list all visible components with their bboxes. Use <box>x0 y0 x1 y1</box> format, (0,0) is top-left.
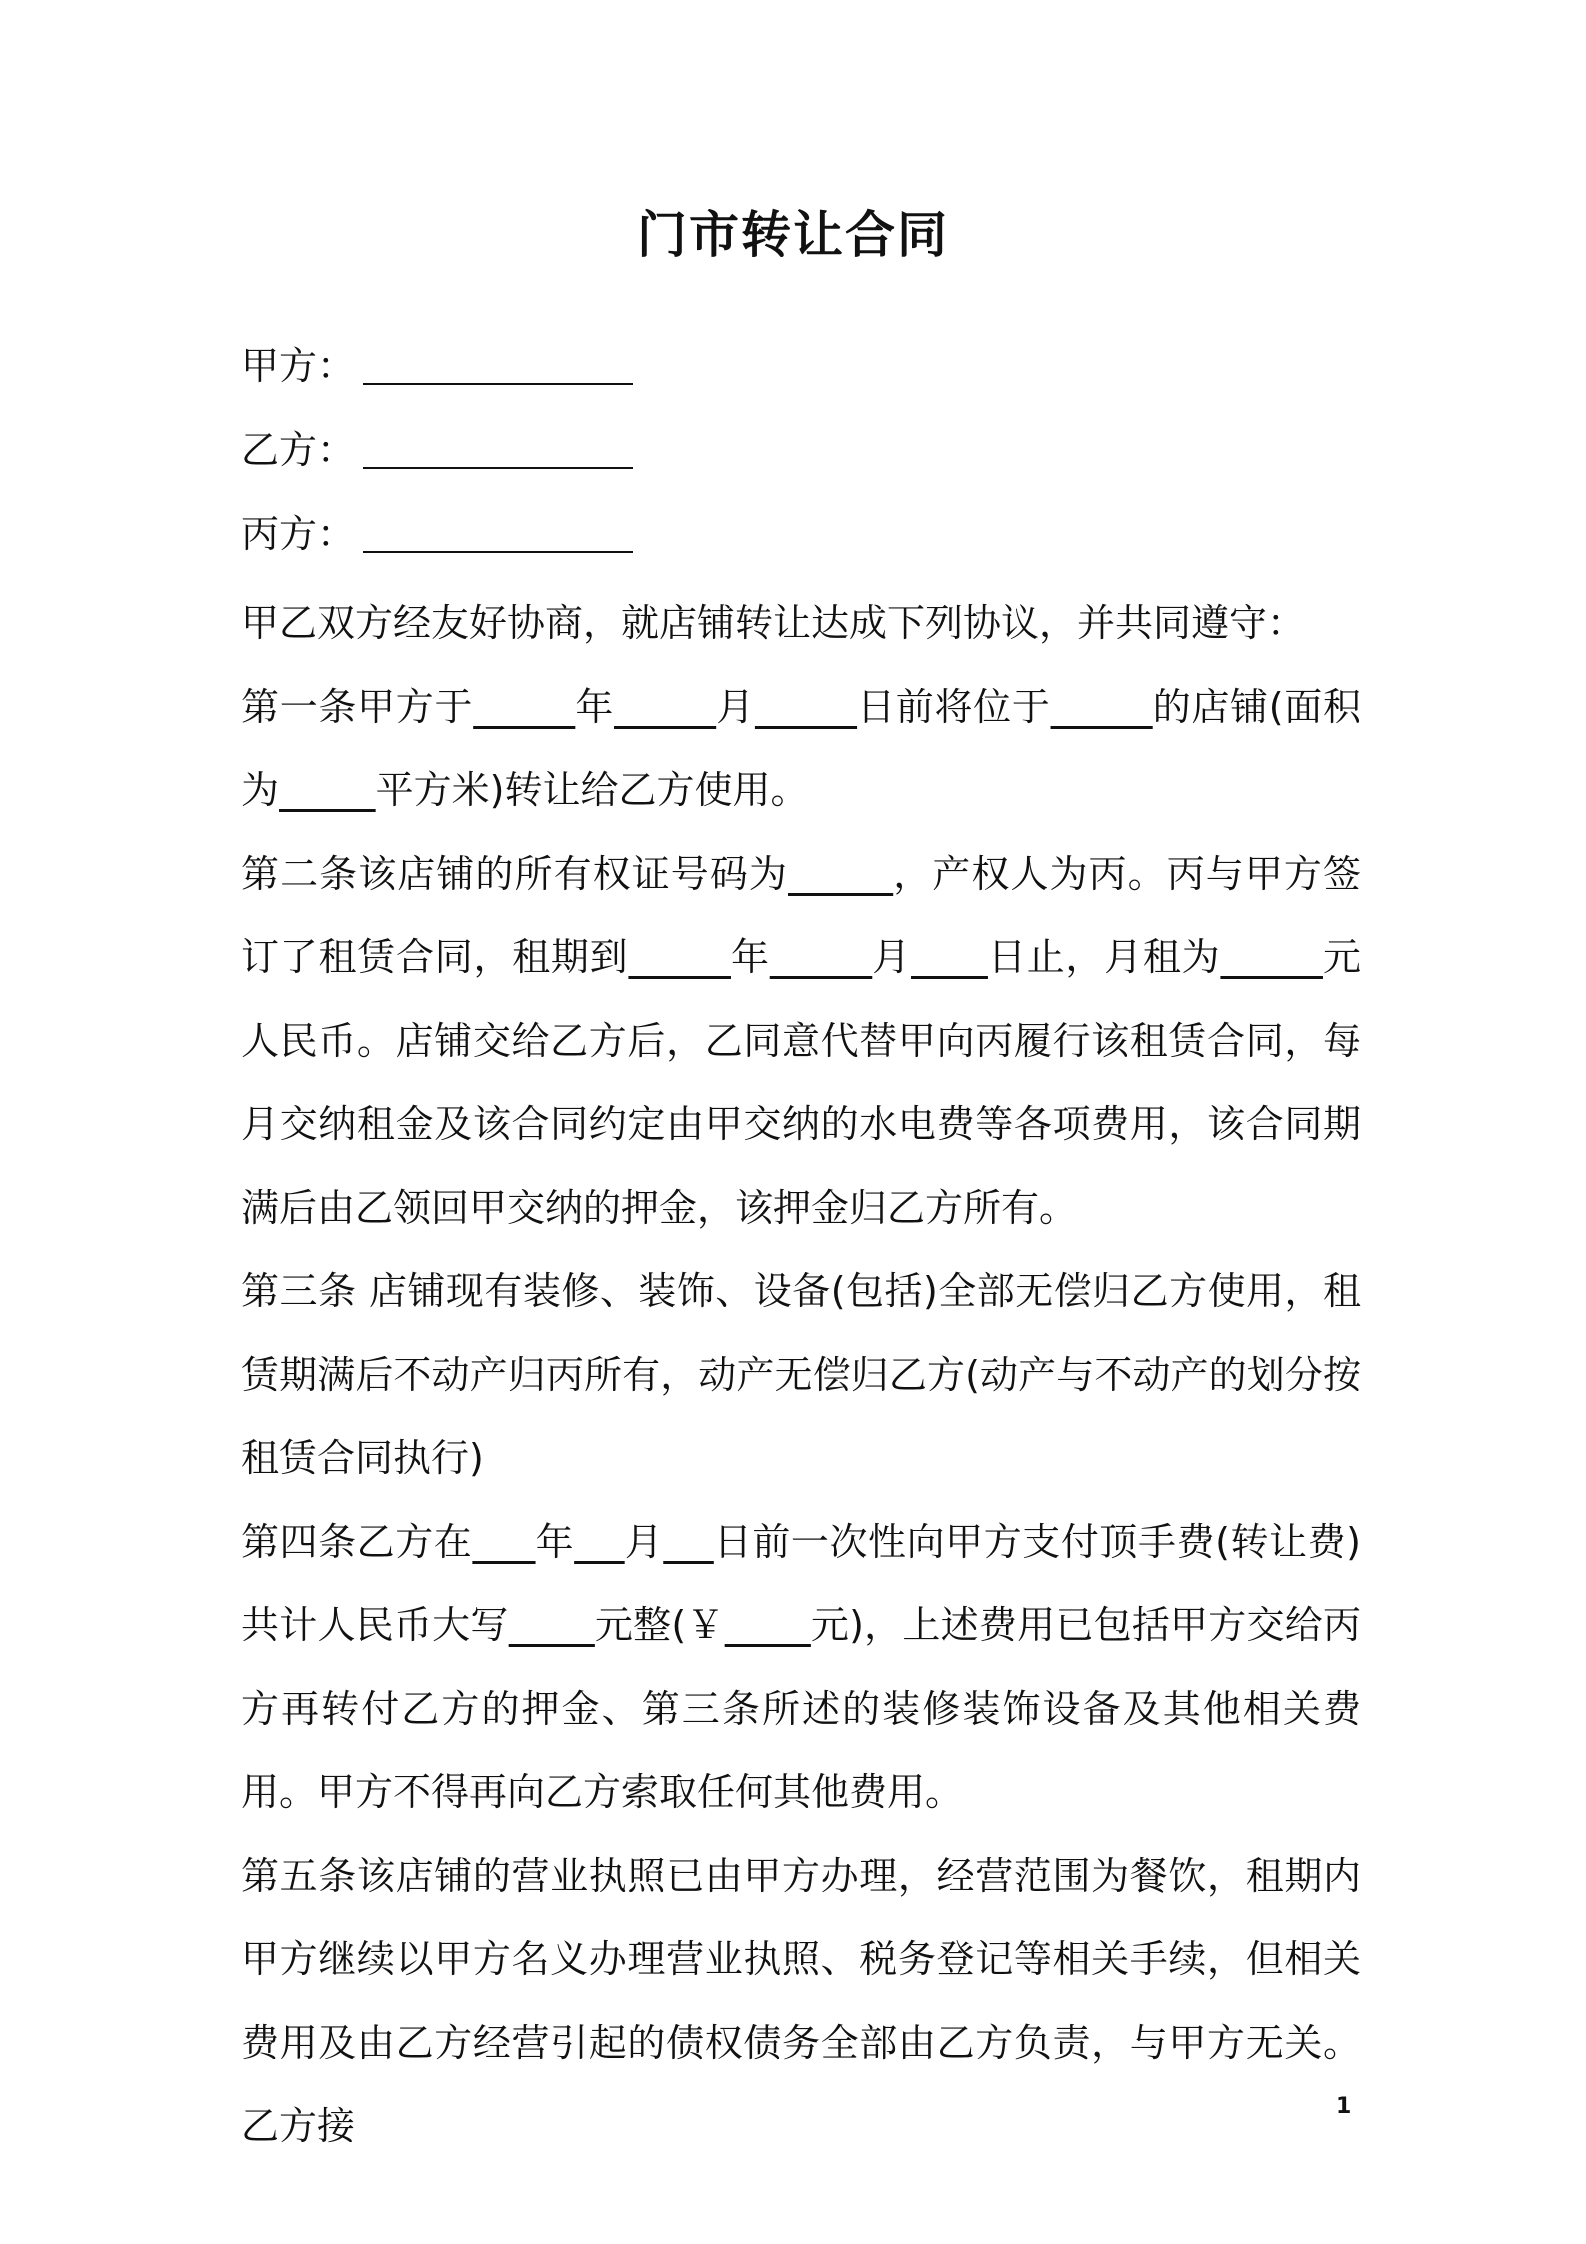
article-4-text: 月 <box>624 1519 664 1564</box>
article-4-text: 日前一次性向甲方支付顶手费(转让费)共计人民币大写 <box>241 1519 1361 1647</box>
blank-field <box>473 685 575 729</box>
article-2 <box>241 833 1361 1251</box>
blank-field <box>911 935 988 979</box>
blank-field <box>509 1603 595 1647</box>
party-a-label: 甲方： <box>241 344 356 388</box>
article-4-text: 年 <box>535 1519 575 1564</box>
blank-field <box>628 935 731 979</box>
party-c-line <box>241 508 633 560</box>
article-1-text: 的店铺(面积为 <box>241 684 1361 812</box>
article-4-text: 元)，上述费用已包括甲方交给丙方再转付乙方的押金、第三条所述的装修装饰设备及其他相关费用。甲方不得再向乙方索取任何其他费用。 <box>241 1603 1362 1814</box>
party-b-label: 乙方： <box>241 428 356 472</box>
blank-field <box>1220 935 1323 979</box>
article-2-text: 年 <box>730 935 770 979</box>
article-2-text: 月 <box>872 935 912 979</box>
blank-field <box>770 935 873 979</box>
article-5: 第五条该店铺的营业执照已由甲方办理，经营范围为餐饮，租期内甲方继续以甲方名义办理营业执照、税务登记等相关手续，但相关费用及由乙方经营引起的债权债务全部由乙方负责，与甲方无关。乙方接 <box>241 1853 1361 2148</box>
article-4 <box>241 1501 1361 1835</box>
blank-field <box>279 768 376 812</box>
blank-field <box>663 1520 714 1564</box>
article-2-text: 元人民币。店铺交给乙方后，乙同意代替甲向丙履行该租赁合同，每月交纳租金及该合同约定由甲交纳的水电费等各项费用，该合同期满后由乙领回甲交纳的押金，该押金归乙方所有。 <box>241 935 1361 1230</box>
blank-field <box>788 852 893 896</box>
blank-field <box>755 685 857 729</box>
page-number: 1 <box>1336 2094 1352 2119</box>
article-4-text: 第四条乙方在 <box>241 1519 473 1564</box>
article-1-text: 平方米)转让给乙方使用。 <box>375 768 809 812</box>
article-1-text: 年 <box>575 684 615 729</box>
party-c-blank <box>363 551 633 553</box>
article-2-text: 日止，月租为 <box>987 935 1221 979</box>
article-1 <box>241 666 1361 833</box>
article-1-text: 第一条甲方于 <box>241 684 474 729</box>
article-2-text: 第二条该店铺的所有权证号码为 <box>241 851 788 896</box>
party-a-line <box>241 340 633 392</box>
article-2-text: ，产权人为丙。丙与甲方签订了租赁合同，租期到 <box>241 851 1361 979</box>
party-b-blank <box>363 467 633 469</box>
blank-field <box>472 1520 535 1564</box>
party-c-label: 丙方： <box>241 512 356 556</box>
article-1-text: 月 <box>716 684 755 729</box>
intro-paragraph: 甲乙双方经友好协商，就店铺转让达成下列协议，并共同遵守： <box>241 601 1306 645</box>
document-title: 门市转让合同 <box>637 206 949 264</box>
article-1-text: 日前将位于 <box>857 684 1051 729</box>
blank-field <box>725 1603 811 1647</box>
article-3: 第三条 店铺现有装修、装饰、设备(包括)全部无偿归乙方使用，租赁期满后不动产归丙所有，动产无偿归乙方(动产与不动产的划分按租赁合同执行) <box>241 1269 1361 1480</box>
party-a-blank <box>363 383 633 385</box>
blank-field <box>1051 685 1153 729</box>
blank-field <box>614 685 716 729</box>
article-4-text: 元整(￥ <box>594 1603 725 1647</box>
blank-field <box>574 1520 625 1564</box>
party-b-line <box>241 424 633 476</box>
contract-body <box>241 582 1361 2169</box>
